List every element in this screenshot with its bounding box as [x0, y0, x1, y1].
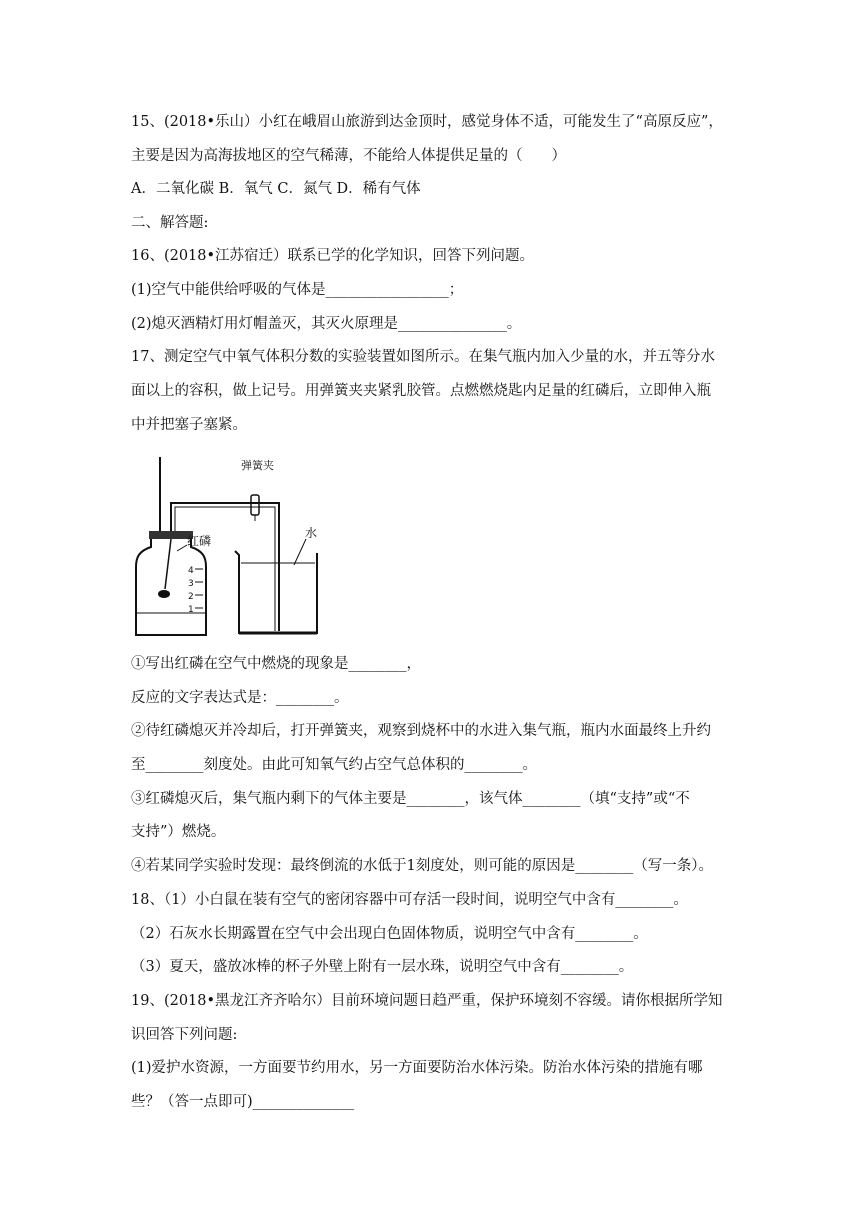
question-17-line-3: 中并把塞子塞紧。: [131, 417, 247, 433]
question-18-part-1: 18、（1）小白鼠在装有空气的密闭容器中可存活一段时间，说明空气中含有________。: [131, 892, 688, 908]
scale-mark-1: 1: [188, 605, 194, 615]
question-16-part-1: (1)空气中能供给呼吸的气体是_________________；: [131, 282, 464, 298]
combustion-spoon-rod: [165, 539, 171, 589]
question-15-line-1: 15、(2018•乐山）小红在峨眉山旅游到达金顶时，感觉身体不适，可能发生了“高原反应”，: [131, 114, 723, 130]
question-17-sub-1-line-1: ①写出红磷在空气中燃烧的现象是________，: [131, 656, 421, 672]
question-17-sub-3-line-2: 支持”）燃烧。: [131, 824, 226, 840]
question-17-sub-4: ④若某同学实验时发现：最终倒流的水低于1刻度处，则可能的原因是________（写一条）。: [131, 858, 713, 874]
label-spring-clip: 弹簧夹: [241, 459, 274, 472]
question-17-sub-3-line-1: ③红磷熄灭后，集气瓶内剩下的气体主要是________，该气体________（填“支持”或“不: [131, 791, 690, 807]
question-19-line-1: 19、(2018•黑龙江齐齐哈尔）目前环境问题日趋严重，保护环境刻不容缓。请你根据所学知: [131, 993, 723, 1009]
question-19-part-1-line-2: 些？（答一点即可)______________: [131, 1094, 355, 1110]
question-17-sub-2-line-1: ②待红磷熄灭并冷却后，打开弹簧夹，观察到烧杯中的水进入集气瓶，瓶内水面最终上升约: [131, 723, 711, 739]
question-16-part-2: (2)熄灭酒精灯用灯帽盖灭，其灭火原理是_______________。: [131, 316, 522, 332]
question-17-sub-1-line-2: 反应的文字表达式是：________。: [131, 690, 349, 706]
question-18-part-3: （3）夏天，盛放冰棒的杯子外壁上附有一层水珠，说明空气中含有________。: [131, 959, 634, 975]
question-15-options: A．二氧化碳 B．氧气 C．氮气 D．稀有气体: [131, 181, 421, 197]
question-17-sub-2-line-2: 至________刻度处。由此可知氧气约占空气总体积的________。: [131, 757, 537, 773]
scale-mark-4: 4: [188, 566, 194, 576]
question-19-part-1-line-1: (1)爱护水资源，一方面要节约用水，另一方面要防治水体污染。防治水体污染的措施有哪: [131, 1060, 703, 1076]
label-red-phosphorus: 红磷: [187, 534, 212, 548]
question-16-stem: 16、(2018•江苏宿迁）联系已学的化学知识，回答下列问题。: [131, 248, 535, 264]
question-18-part-2: （2）石灰水长期露置在空气中会出现白色固体物质，说明空气中含有________。: [131, 926, 648, 942]
question-15-line-2: 主要是因为高海拔地区的空气稀薄，不能给人体提供足量的（ ）: [131, 148, 566, 164]
question-17-line-1: 17、测定空气中氧气体积分数的实验装置如图所示。在集气瓶内加入少量的水，并五等分水: [131, 349, 715, 365]
scale-mark-2: 2: [188, 592, 194, 602]
section-heading: 二、解答题:: [131, 215, 209, 231]
red-phosphorus: [158, 590, 170, 598]
spring-clip: [251, 495, 259, 515]
scale-marks: [195, 569, 203, 608]
scale-mark-3: 3: [188, 579, 194, 589]
question-19-line-2: 识回答下列问题:: [131, 1027, 238, 1043]
gas-collecting-bottle: [136, 537, 206, 635]
experiment-apparatus-diagram: [131, 455, 331, 637]
question-17-line-2: 面以上的容积，做上记号。用弹簧夹夹紧乳胶管。点燃燃烧匙内足量的红磷后，立即伸入瓶: [131, 383, 711, 399]
label-water: 水: [305, 526, 318, 540]
